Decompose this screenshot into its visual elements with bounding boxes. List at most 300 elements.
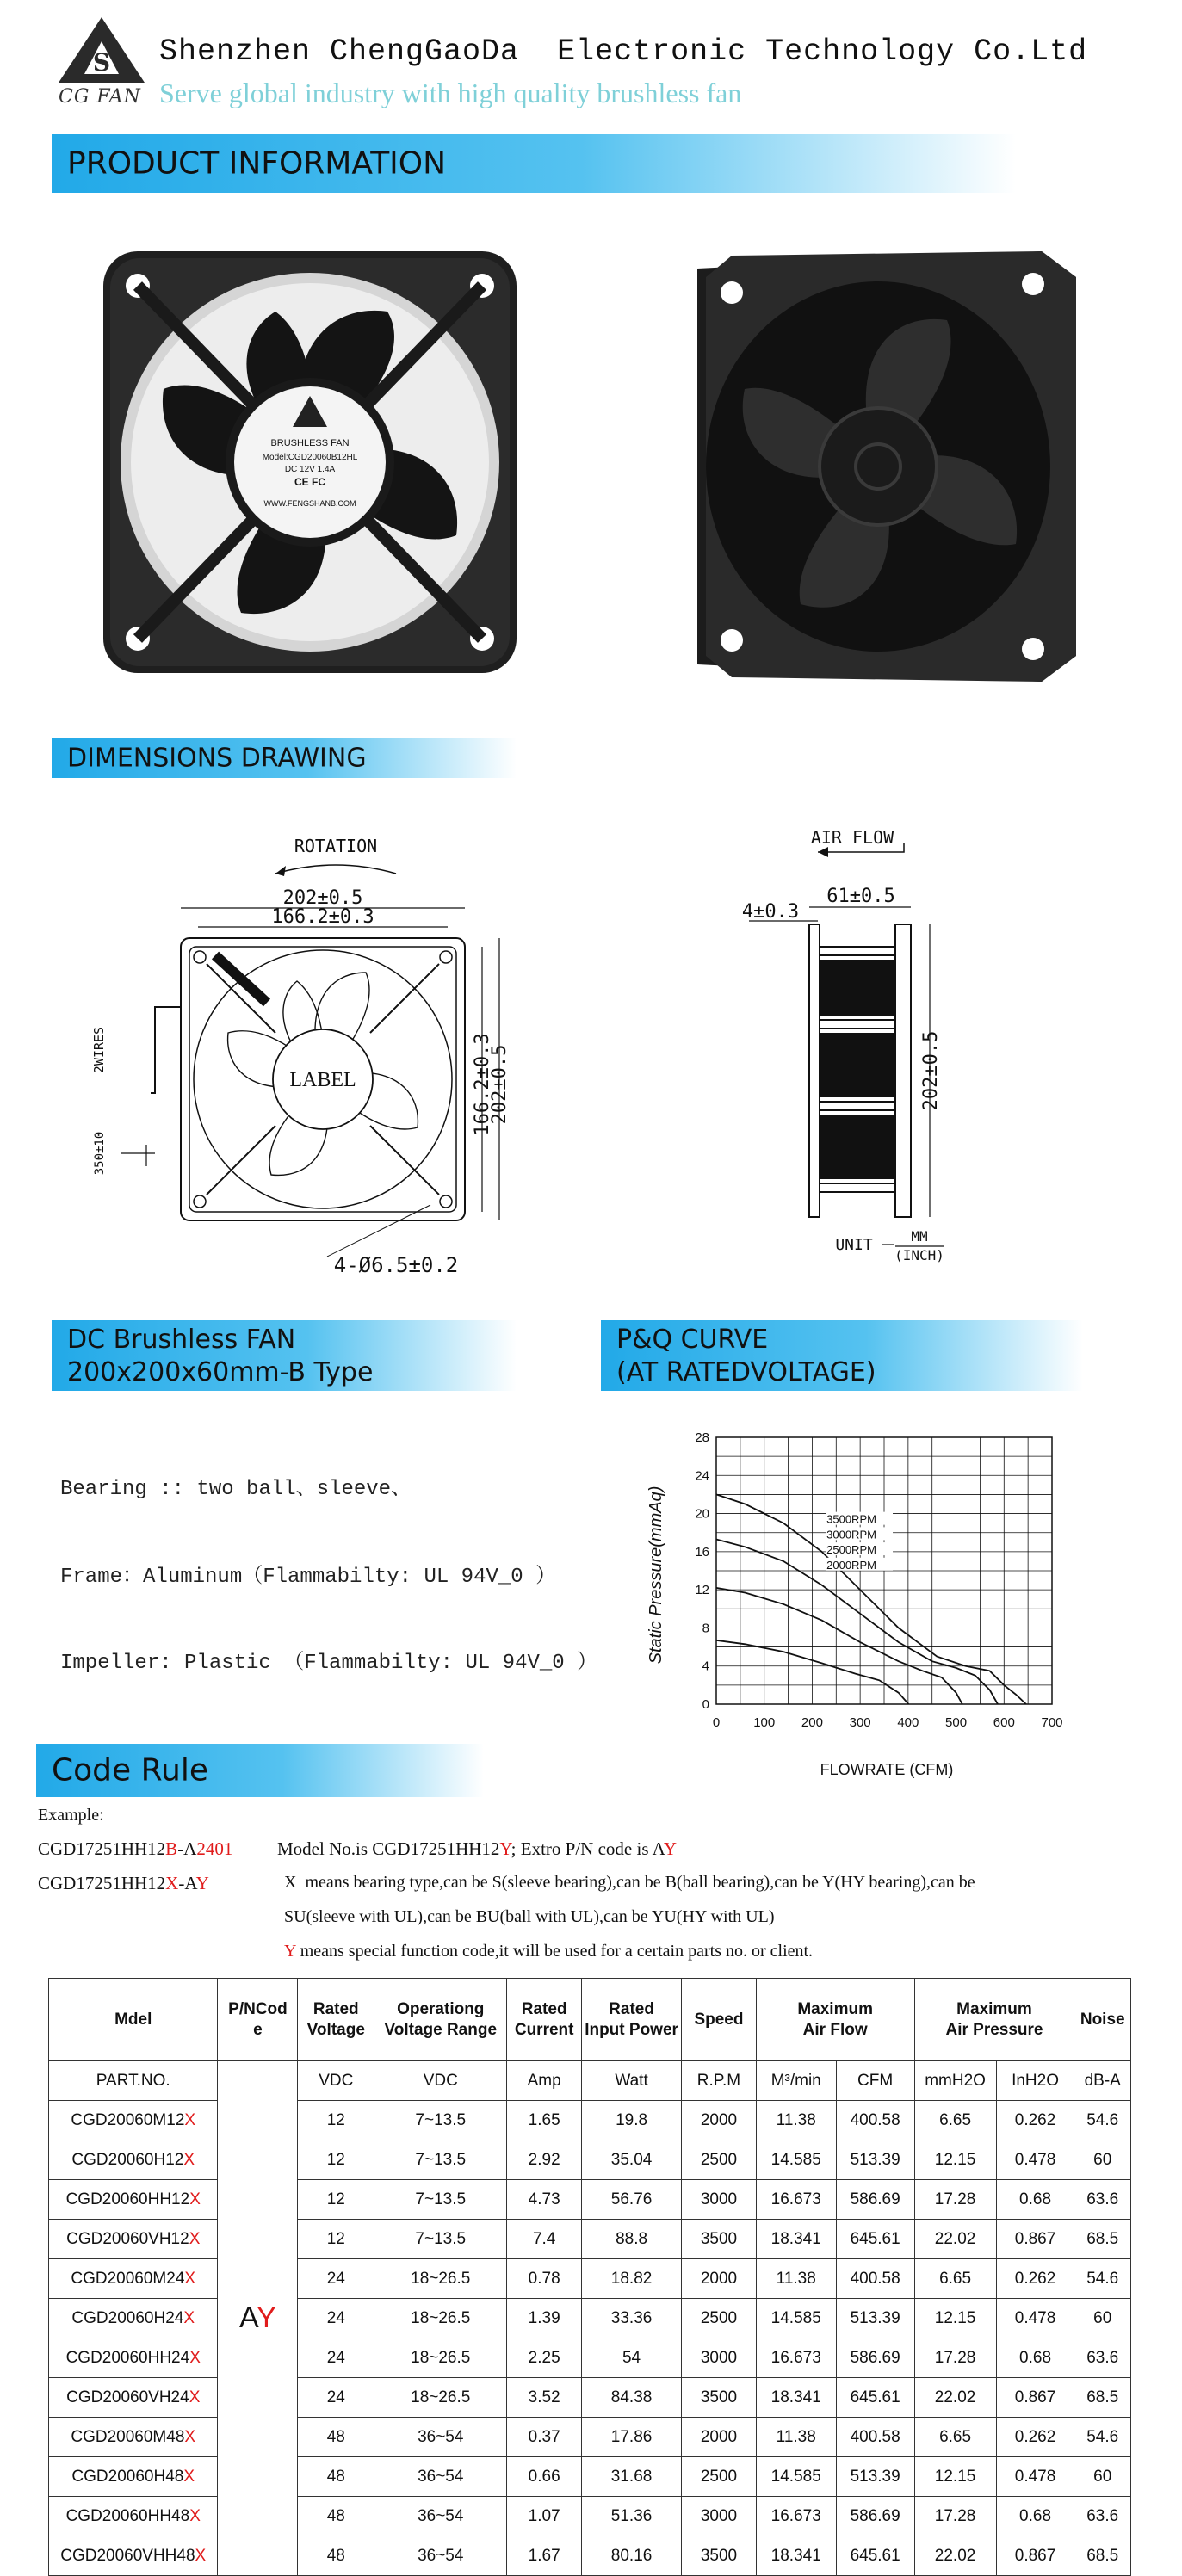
code-rule-title: Code Rule bbox=[52, 1752, 208, 1788]
rated-current-cell: 1.65 bbox=[507, 2101, 582, 2140]
logo-triangle-icon bbox=[50, 15, 153, 88]
model-number: CGD20060H48 bbox=[71, 2467, 184, 2486]
input-power-cell: 56.76 bbox=[581, 2180, 681, 2220]
pressure-inh2o-cell: 0.478 bbox=[996, 2140, 1074, 2180]
model-number: CGD20060VH24 bbox=[66, 2388, 189, 2406]
rated-current-cell: 2.92 bbox=[507, 2140, 582, 2180]
pressure-inh2o-cell: 0.68 bbox=[996, 2497, 1074, 2536]
header-rated-voltage-line1: Rated bbox=[313, 1999, 359, 2018]
voltage-range-cell: 36~54 bbox=[374, 2457, 507, 2497]
speed-cell: 2000 bbox=[682, 2418, 757, 2457]
pq-x-tick: 300 bbox=[849, 1715, 871, 1730]
example-label: Example: bbox=[38, 1806, 104, 1825]
noise-cell: 54.6 bbox=[1074, 2259, 1131, 2299]
header-rated-voltage bbox=[298, 1979, 374, 2061]
dim-inner-height: 166.2±0.3 bbox=[472, 1033, 493, 1136]
table-row bbox=[49, 2418, 1131, 2457]
pressure-mmh2o-cell: 22.02 bbox=[914, 2536, 996, 2576]
rated-current-cell: 3.52 bbox=[507, 2378, 582, 2418]
wires-label: 2WIRES bbox=[91, 1026, 107, 1074]
pq-x-tick: 500 bbox=[945, 1715, 968, 1730]
pressure-mmh2o-cell: 17.28 bbox=[914, 2497, 996, 2536]
units-row bbox=[49, 2061, 1131, 2101]
unit-mmh2o: mmH2O bbox=[914, 2061, 996, 2101]
pq-x-tick: 400 bbox=[897, 1715, 919, 1730]
example1-desc-b: Y bbox=[499, 1838, 511, 1859]
pq-y-axis-label: Static Pressure(mmAq) bbox=[647, 1486, 665, 1665]
model-bearing-code: X bbox=[189, 2388, 201, 2406]
pn-code-y: Y bbox=[257, 2301, 276, 2334]
unit-cfm: CFM bbox=[836, 2061, 914, 2101]
air-flow-m3-cell: 16.673 bbox=[756, 2338, 836, 2378]
noise-cell: 63.6 bbox=[1074, 2338, 1131, 2378]
header-rated-current bbox=[507, 1979, 582, 2061]
pressure-mmh2o-cell: 17.28 bbox=[914, 2338, 996, 2378]
table-row bbox=[49, 2536, 1131, 2576]
noise-cell: 68.5 bbox=[1074, 2536, 1131, 2576]
table-row bbox=[49, 2259, 1131, 2299]
rated-voltage-cell: 12 bbox=[298, 2220, 374, 2259]
model-bearing-code: X bbox=[189, 2348, 201, 2367]
air-flow-cfm-cell: 645.61 bbox=[836, 2220, 914, 2259]
model-number: CGD20060HH48 bbox=[65, 2506, 190, 2525]
fan-type-title-line1: DC Brushless FAN bbox=[67, 1325, 296, 1355]
pq-curve-chart bbox=[637, 1420, 1085, 1778]
air-flow-m3-cell: 18.341 bbox=[756, 2378, 836, 2418]
model-cell bbox=[49, 2140, 218, 2180]
noise-cell: 63.6 bbox=[1074, 2180, 1131, 2220]
fan-back-photo bbox=[680, 251, 1093, 682]
flange-dimension: 4±0.3 bbox=[741, 901, 800, 923]
dim-inner-width: 166.2±0.3 bbox=[271, 906, 374, 928]
header-voltage-range bbox=[374, 1979, 507, 2061]
company-logo bbox=[50, 15, 153, 110]
dimensions-title: DIMENSIONS DRAWING bbox=[67, 743, 367, 774]
header-rated-current-line1: Rated bbox=[521, 1999, 567, 2018]
air-flow-m3-cell: 11.38 bbox=[756, 2101, 836, 2140]
speed-cell: 2000 bbox=[682, 2101, 757, 2140]
pressure-mmh2o-cell: 12.15 bbox=[914, 2299, 996, 2338]
table-row bbox=[49, 2497, 1131, 2536]
pq-curve-title-line2: (AT RATEDVOLTAGE) bbox=[616, 1357, 876, 1387]
pressure-inh2o-cell: 0.478 bbox=[996, 2457, 1074, 2497]
header-air-pressure bbox=[914, 1979, 1074, 2061]
noise-cell: 68.5 bbox=[1074, 2220, 1131, 2259]
input-power-cell: 54 bbox=[581, 2338, 681, 2378]
model-number: CGD20060H24 bbox=[71, 2308, 184, 2327]
pq-series-label: 2000RPM bbox=[826, 1558, 876, 1572]
pq-series-label: 3000RPM bbox=[826, 1528, 876, 1541]
header-pn-code bbox=[218, 1979, 298, 2061]
voltage-range-cell: 7~13.5 bbox=[374, 2180, 507, 2220]
rated-current-cell: 2.25 bbox=[507, 2338, 582, 2378]
model-bearing-code: X bbox=[183, 2150, 195, 2169]
input-power-cell: 19.8 bbox=[581, 2101, 681, 2140]
pq-curve-banner bbox=[601, 1320, 1083, 1391]
noise-cell: 60 bbox=[1074, 2299, 1131, 2338]
header-noise: Noise bbox=[1074, 1979, 1131, 2061]
unit-db: dB-A bbox=[1074, 2061, 1131, 2101]
spec-bearing: Bearing :: two ball、sleeve、 bbox=[60, 1478, 412, 1501]
airflow-label: AIR FLOW bbox=[810, 827, 894, 848]
pressure-mmh2o-cell: 22.02 bbox=[914, 2378, 996, 2418]
air-flow-m3-cell: 14.585 bbox=[756, 2457, 836, 2497]
header-air-pressure-line1: Maximum bbox=[956, 1999, 1032, 2018]
unit-inh2o: InH2O bbox=[996, 2061, 1074, 2101]
fan-label-line2: Model:CGD20060B12HL bbox=[262, 453, 358, 462]
air-flow-cfm-cell: 400.58 bbox=[836, 2101, 914, 2140]
pq-y-tick: 28 bbox=[695, 1430, 709, 1445]
air-flow-m3-cell: 18.341 bbox=[756, 2220, 836, 2259]
header-input-power-line1: Rated bbox=[609, 1999, 654, 2018]
speed-cell: 3000 bbox=[682, 2338, 757, 2378]
model-cell bbox=[49, 2259, 218, 2299]
y-code-letter: Y bbox=[284, 1942, 296, 1961]
rated-voltage-cell: 48 bbox=[298, 2457, 374, 2497]
unit-part-no: PART.NO. bbox=[49, 2061, 218, 2101]
pq-x-tick: 0 bbox=[712, 1715, 721, 1730]
depth-dimension: 61±0.5 bbox=[826, 886, 895, 907]
unit-inch: (INCH) bbox=[894, 1247, 944, 1263]
model-number: CGD20060M48 bbox=[71, 2427, 185, 2446]
rated-current-cell: 1.39 bbox=[507, 2299, 582, 2338]
example1-code bbox=[38, 1838, 232, 1860]
air-flow-cfm-cell: 400.58 bbox=[836, 2259, 914, 2299]
table-row bbox=[49, 2101, 1131, 2140]
air-flow-cfm-cell: 586.69 bbox=[836, 2338, 914, 2378]
model-bearing-code: X bbox=[184, 2269, 196, 2288]
air-flow-m3-cell: 16.673 bbox=[756, 2497, 836, 2536]
pq-x-tick: 600 bbox=[993, 1715, 1015, 1730]
fan-type-title-line2: 200x200x60mm-B Type bbox=[67, 1357, 374, 1387]
pq-x-axis-label: FLOWRATE (CFM) bbox=[820, 1761, 954, 1778]
pressure-mmh2o-cell: 17.28 bbox=[914, 2180, 996, 2220]
air-flow-cfm-cell: 400.58 bbox=[836, 2418, 914, 2457]
rated-voltage-cell: 24 bbox=[298, 2259, 374, 2299]
pq-x-tick: 100 bbox=[753, 1715, 776, 1730]
unit-range: VDC bbox=[374, 2061, 507, 2101]
noise-cell: 60 bbox=[1074, 2140, 1131, 2180]
pressure-inh2o-cell: 0.68 bbox=[996, 2180, 1074, 2220]
rated-voltage-cell: 48 bbox=[298, 2418, 374, 2457]
air-flow-cfm-cell: 513.39 bbox=[836, 2140, 914, 2180]
example2-desc: X means bearing type,can be S(sleeve bearing),can be B(ball bearing),can be Y(HY bearing),can be bbox=[284, 1873, 975, 1892]
wire-length-label: 350±10 bbox=[93, 1131, 107, 1176]
pressure-mmh2o-cell: 12.15 bbox=[914, 2457, 996, 2497]
speed-cell: 2500 bbox=[682, 2299, 757, 2338]
voltage-range-cell: 36~54 bbox=[374, 2497, 507, 2536]
rated-voltage-cell: 48 bbox=[298, 2497, 374, 2536]
table-row bbox=[49, 2140, 1131, 2180]
pressure-mmh2o-cell: 6.65 bbox=[914, 2101, 996, 2140]
voltage-range-cell: 7~13.5 bbox=[374, 2101, 507, 2140]
header-input-power-line2: Input Power bbox=[585, 2020, 678, 2039]
table-header-row bbox=[49, 1979, 1131, 2061]
pressure-mmh2o-cell: 6.65 bbox=[914, 2259, 996, 2299]
model-number: CGD20060VH12 bbox=[66, 2229, 189, 2248]
voltage-range-cell: 18~26.5 bbox=[374, 2299, 507, 2338]
dimensions-banner bbox=[52, 738, 517, 778]
model-number: CGD20060HH24 bbox=[65, 2348, 190, 2367]
fan-front-photo bbox=[103, 251, 517, 673]
table-row bbox=[49, 2180, 1131, 2220]
fan-label-line1: BRUSHLESS FAN bbox=[270, 438, 350, 448]
model-cell bbox=[49, 2338, 218, 2378]
model-bearing-code: X bbox=[189, 2190, 201, 2208]
input-power-cell: 18.82 bbox=[581, 2259, 681, 2299]
model-bearing-code: X bbox=[195, 2546, 207, 2565]
example1-desc-d: Y bbox=[663, 1838, 677, 1859]
speed-cell: 3000 bbox=[682, 2497, 757, 2536]
fan-type-banner bbox=[52, 1320, 517, 1391]
model-cell bbox=[49, 2180, 218, 2220]
product-info-banner bbox=[52, 134, 1016, 193]
example2-code-c: -A bbox=[178, 1873, 196, 1893]
pressure-inh2o-cell: 0.262 bbox=[996, 2418, 1074, 2457]
header-input-power bbox=[581, 1979, 681, 2061]
example2-code-b: X bbox=[165, 1873, 179, 1893]
model-number: CGD20060M12 bbox=[71, 2110, 185, 2129]
air-flow-m3-cell: 11.38 bbox=[756, 2259, 836, 2299]
air-flow-cfm-cell: 645.61 bbox=[836, 2378, 914, 2418]
pq-y-tick: 0 bbox=[702, 1697, 709, 1712]
voltage-range-cell: 7~13.5 bbox=[374, 2140, 507, 2180]
input-power-cell: 51.36 bbox=[581, 2497, 681, 2536]
model-bearing-code: X bbox=[183, 2308, 195, 2327]
svg-text:S: S bbox=[92, 48, 111, 77]
example2-desc-line2: SU(sleeve with UL),can be BU(ball with UL),can be YU(HY with UL) bbox=[284, 1907, 775, 1926]
header-rated-voltage-line2: Voltage bbox=[306, 2020, 365, 2039]
pq-y-tick: 24 bbox=[695, 1468, 709, 1484]
pressure-inh2o-cell: 0.867 bbox=[996, 2378, 1074, 2418]
voltage-range-cell: 36~54 bbox=[374, 2418, 507, 2457]
example2-code-a: CGD17251HH12 bbox=[38, 1873, 166, 1893]
spec-table bbox=[48, 1978, 1131, 2576]
pq-y-tick: 16 bbox=[695, 1544, 709, 1560]
air-flow-cfm-cell: 513.39 bbox=[836, 2457, 914, 2497]
speed-cell: 3000 bbox=[682, 2180, 757, 2220]
model-number: CGD20060M24 bbox=[71, 2269, 185, 2288]
air-flow-m3-cell: 18.341 bbox=[756, 2536, 836, 2576]
model-cell bbox=[49, 2536, 218, 2576]
unit-speed: R.P.M bbox=[682, 2061, 757, 2101]
company-slogan: Serve global industry with high quality brushless fan bbox=[159, 77, 742, 108]
header-air-flow-line1: Maximum bbox=[797, 1999, 873, 2018]
input-power-cell: 35.04 bbox=[581, 2140, 681, 2180]
voltage-range-cell: 36~54 bbox=[374, 2536, 507, 2576]
product-info-title: PRODUCT INFORMATION bbox=[67, 145, 447, 182]
y-code-text: means special function code,it will be used for a certain parts no. or client. bbox=[295, 1942, 814, 1961]
unit-mm: MM bbox=[911, 1228, 928, 1245]
voltage-range-cell: 7~13.5 bbox=[374, 2220, 507, 2259]
input-power-cell: 33.36 bbox=[581, 2299, 681, 2338]
dim-outer-height: 202±0.5 bbox=[489, 1044, 511, 1125]
pressure-inh2o-cell: 0.262 bbox=[996, 2101, 1074, 2140]
fan-type-title bbox=[67, 1324, 373, 1389]
fan-label-line4: CE FC bbox=[294, 476, 325, 488]
table-row bbox=[49, 2338, 1131, 2378]
side-view-drawing bbox=[723, 818, 999, 1265]
voltage-range-cell: 18~26.5 bbox=[374, 2378, 507, 2418]
air-flow-cfm-cell: 645.61 bbox=[836, 2536, 914, 2576]
model-cell bbox=[49, 2299, 218, 2338]
model-bearing-code: X bbox=[184, 2110, 196, 2129]
air-flow-m3-cell: 16.673 bbox=[756, 2180, 836, 2220]
table-row bbox=[49, 2457, 1131, 2497]
header-pn-code-line2: e bbox=[253, 2020, 263, 2039]
model-cell bbox=[49, 2497, 218, 2536]
pressure-mmh2o-cell: 12.15 bbox=[914, 2140, 996, 2180]
pq-x-tick: 200 bbox=[801, 1715, 823, 1730]
header-air-flow bbox=[756, 1979, 914, 2061]
model-number: CGD20060VHH48 bbox=[60, 2546, 195, 2565]
fan-label-line5: WWW.FENGSHANB.COM bbox=[263, 499, 356, 508]
model-bearing-code: X bbox=[183, 2467, 195, 2486]
model-number: CGD20060HH12 bbox=[65, 2190, 190, 2208]
example2-code bbox=[38, 1873, 209, 1894]
model-bearing-code: X bbox=[184, 2427, 196, 2446]
example1-desc-c: ; Extro P/N code is A bbox=[511, 1838, 664, 1859]
model-cell bbox=[49, 2457, 218, 2497]
rated-voltage-cell: 24 bbox=[298, 2378, 374, 2418]
dim-outer-width: 202±0.5 bbox=[282, 887, 363, 909]
pq-series-label: 3500RPM bbox=[826, 1512, 876, 1526]
model-bearing-code: X bbox=[189, 2506, 201, 2525]
header-voltage-range-line2: Voltage Range bbox=[384, 2020, 498, 2039]
input-power-cell: 88.8 bbox=[581, 2220, 681, 2259]
header-voltage-range-line1: Operationg bbox=[397, 1999, 485, 2018]
y-code-desc bbox=[284, 1942, 813, 1961]
example1-code-a: CGD17251HH12 bbox=[38, 1838, 166, 1859]
rotation-label: ROTATION bbox=[294, 836, 378, 856]
rated-current-cell: 1.67 bbox=[507, 2536, 582, 2576]
height-dimension: 202±0.5 bbox=[920, 1030, 942, 1111]
model-number: CGD20060H12 bbox=[71, 2150, 184, 2169]
speed-cell: 3500 bbox=[682, 2220, 757, 2259]
air-flow-m3-cell: 11.38 bbox=[756, 2418, 836, 2457]
example2-code-d: Y bbox=[195, 1873, 209, 1893]
header-model: Mdel bbox=[49, 1979, 218, 2061]
model-bearing-code: X bbox=[189, 2229, 201, 2248]
model-cell bbox=[49, 2101, 218, 2140]
rated-current-cell: 0.37 bbox=[507, 2418, 582, 2457]
rated-current-cell: 4.73 bbox=[507, 2180, 582, 2220]
unit-label: UNIT bbox=[835, 1236, 873, 1254]
pq-y-tick: 4 bbox=[702, 1659, 709, 1674]
speed-cell: 3500 bbox=[682, 2378, 757, 2418]
noise-cell: 63.6 bbox=[1074, 2497, 1131, 2536]
pq-series-line-3500rpm bbox=[716, 1494, 1026, 1704]
rated-voltage-cell: 24 bbox=[298, 2338, 374, 2378]
pn-code-a: A bbox=[239, 2301, 257, 2334]
spec-frame: Frame：Aluminum（Flammabilty: UL 94V_0 ） bbox=[60, 1566, 557, 1589]
code-rule-banner bbox=[36, 1744, 484, 1797]
speed-cell: 2500 bbox=[682, 2140, 757, 2180]
pq-y-tick: 12 bbox=[695, 1583, 709, 1598]
header-rated-current-line2: Current bbox=[514, 2020, 574, 2039]
air-flow-cfm-cell: 513.39 bbox=[836, 2299, 914, 2338]
mounting-holes-label: 4-Ø6.5±0.2 bbox=[333, 1253, 459, 1277]
rated-current-cell: 1.07 bbox=[507, 2497, 582, 2536]
rated-voltage-cell: 12 bbox=[298, 2101, 374, 2140]
spec-impeller: Impeller: Plastic （Flammabilty: UL 94V_0 ） bbox=[60, 1652, 598, 1675]
model-cell bbox=[49, 2220, 218, 2259]
example1-desc-a: Model No.is CGD17251HH12 bbox=[277, 1838, 500, 1859]
rated-current-cell: 0.78 bbox=[507, 2259, 582, 2299]
pressure-inh2o-cell: 0.478 bbox=[996, 2299, 1074, 2338]
table-row bbox=[49, 2220, 1131, 2259]
table-row bbox=[49, 2378, 1131, 2418]
rated-current-cell: 0.66 bbox=[507, 2457, 582, 2497]
speed-cell: 2500 bbox=[682, 2457, 757, 2497]
input-power-cell: 80.16 bbox=[581, 2536, 681, 2576]
front-view-drawing bbox=[69, 826, 585, 1291]
noise-cell: 54.6 bbox=[1074, 2418, 1131, 2457]
rated-voltage-cell: 12 bbox=[298, 2140, 374, 2180]
header-air-pressure-line2: Air Pressure bbox=[945, 2020, 1043, 2039]
example1-code-d: 2401 bbox=[196, 1838, 233, 1859]
input-power-cell: 17.86 bbox=[581, 2418, 681, 2457]
example1-code-b: B bbox=[165, 1838, 178, 1859]
noise-cell: 60 bbox=[1074, 2457, 1131, 2497]
unit-current: Amp bbox=[507, 2061, 582, 2101]
pressure-inh2o-cell: 0.867 bbox=[996, 2220, 1074, 2259]
header-speed: Speed bbox=[682, 1979, 757, 2061]
air-flow-m3-cell: 14.585 bbox=[756, 2140, 836, 2180]
company-name: Shenzhen ChengGaoDa Electronic Technology Co.Ltd bbox=[159, 34, 1088, 69]
pq-y-tick: 20 bbox=[695, 1506, 709, 1522]
pq-series-label: 2500RPM bbox=[826, 1543, 876, 1557]
table-row bbox=[49, 2299, 1131, 2338]
example1-code-c: -A bbox=[177, 1838, 197, 1859]
unit-voltage: VDC bbox=[298, 2061, 374, 2101]
rated-voltage-cell: 12 bbox=[298, 2180, 374, 2220]
pn-code-cell bbox=[218, 2061, 298, 2576]
speed-cell: 3500 bbox=[682, 2536, 757, 2576]
noise-cell: 54.6 bbox=[1074, 2101, 1131, 2140]
voltage-range-cell: 18~26.5 bbox=[374, 2259, 507, 2299]
label-text: LABEL bbox=[289, 1069, 356, 1091]
pressure-inh2o-cell: 0.68 bbox=[996, 2338, 1074, 2378]
air-flow-cfm-cell: 586.69 bbox=[836, 2497, 914, 2536]
pressure-inh2o-cell: 0.262 bbox=[996, 2259, 1074, 2299]
pq-y-tick: 8 bbox=[702, 1621, 709, 1636]
speed-cell: 2000 bbox=[682, 2259, 757, 2299]
pq-x-tick: 700 bbox=[1041, 1715, 1063, 1730]
rated-voltage-cell: 48 bbox=[298, 2536, 374, 2576]
air-flow-m3-cell: 14.585 bbox=[756, 2299, 836, 2338]
model-cell bbox=[49, 2418, 218, 2457]
pressure-mmh2o-cell: 22.02 bbox=[914, 2220, 996, 2259]
input-power-cell: 84.38 bbox=[581, 2378, 681, 2418]
pq-curve-title bbox=[616, 1324, 876, 1389]
example1-desc bbox=[277, 1838, 677, 1860]
header-pn-code-line1: P/NCod bbox=[228, 1999, 288, 2018]
pq-curve-title-line1: P&Q CURVE bbox=[616, 1325, 769, 1355]
unit-m3: M³/min bbox=[756, 2061, 836, 2101]
pressure-mmh2o-cell: 6.65 bbox=[914, 2418, 996, 2457]
noise-cell: 68.5 bbox=[1074, 2378, 1131, 2418]
model-cell bbox=[49, 2378, 218, 2418]
input-power-cell: 31.68 bbox=[581, 2457, 681, 2497]
voltage-range-cell: 18~26.5 bbox=[374, 2338, 507, 2378]
logo-text: CG FAN bbox=[59, 86, 141, 108]
unit-power: Watt bbox=[581, 2061, 681, 2101]
header-air-flow-line2: Air Flow bbox=[802, 2020, 868, 2039]
fan-label-line3: DC 12V 1.4A bbox=[284, 465, 336, 474]
pressure-inh2o-cell: 0.867 bbox=[996, 2536, 1074, 2576]
rated-voltage-cell: 24 bbox=[298, 2299, 374, 2338]
